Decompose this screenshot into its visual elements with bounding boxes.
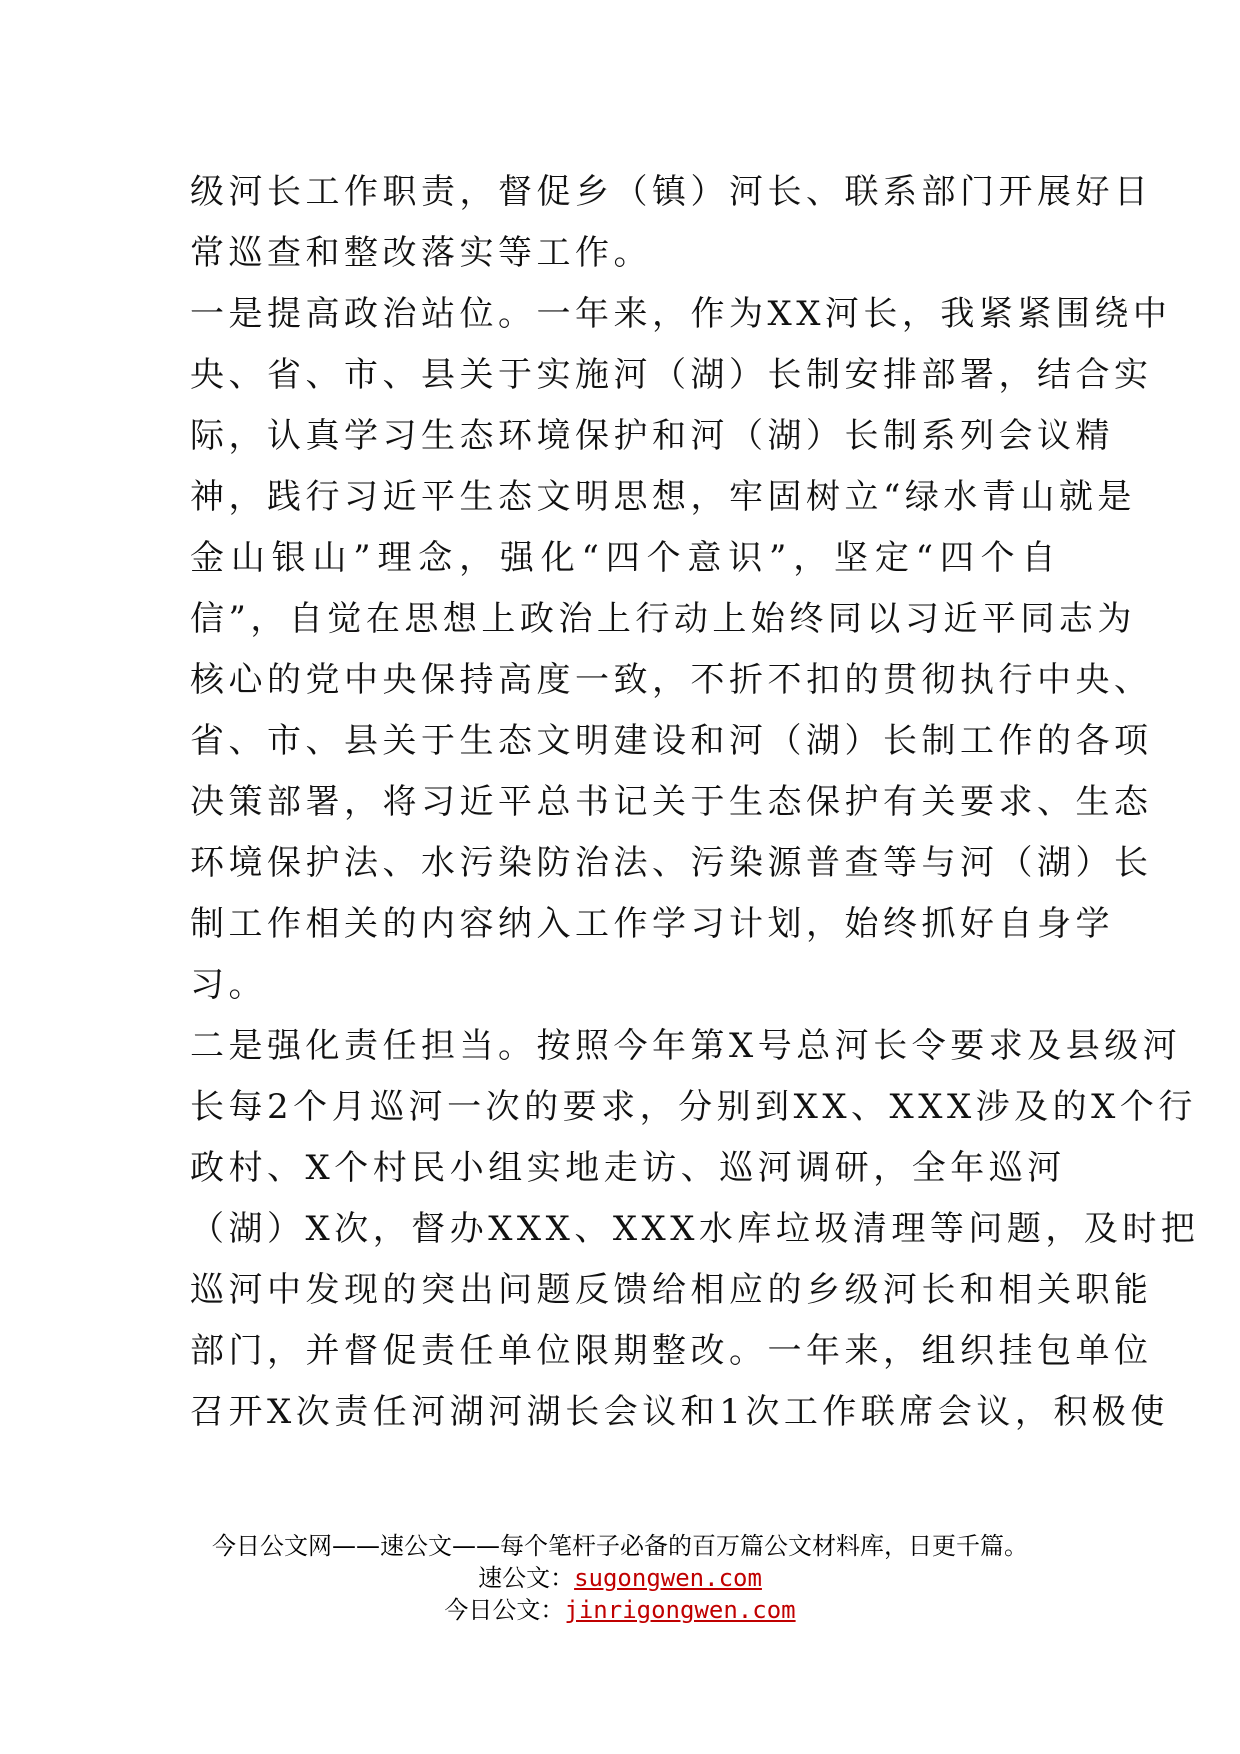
text-line: 制工作相关的内容纳入工作学习计划，始终抓好自身学 bbox=[190, 904, 1114, 944]
document-body bbox=[190, 162, 1200, 1443]
text-line: 部门，并督促责任单位限期整改。一年来，组织挂包单位 bbox=[190, 1331, 1153, 1371]
text-line: 环境保护法、水污染防治法、污染源普查等与河（湖）长 bbox=[190, 843, 1153, 883]
footer-slogan: 今日公文网——速公文——每个笔杆子必备的百万篇公文材料库，日更千篇。 bbox=[212, 1532, 1028, 1560]
footer-site-1 bbox=[0, 1562, 1240, 1594]
text-line: 神，践行习近平生态文明思想，牢固树立“绿水青山就是 bbox=[190, 477, 1136, 517]
text-line: 决策部署，将习近平总书记关于生态保护有关要求、生态 bbox=[190, 782, 1153, 822]
text-line: 级河长工作职责，督促乡（镇）河长、联系部门开展好日 bbox=[190, 172, 1153, 212]
text-line: 政村、X个村民小组实地走访、巡河调研，全年巡河 bbox=[190, 1148, 1066, 1188]
text-line: 召开X次责任河湖河湖长会议和1次工作联席会议，积极使 bbox=[190, 1392, 1169, 1432]
text-line: 央、省、市、县关于实施河（湖）长制安排部署，结合实 bbox=[190, 355, 1153, 395]
footer bbox=[0, 1530, 1240, 1626]
text-line: （湖）X次，督办XXX、XXX水库垃圾清理等问题，及时把 bbox=[190, 1209, 1200, 1249]
footer-site-1-link[interactable]: sugongwen.com bbox=[574, 1564, 762, 1592]
text-line: 金山银山”理念，强化“四个意识”，坚定“四个自 bbox=[190, 538, 1060, 578]
footer-site-2-link[interactable]: jinrigongwen.com bbox=[564, 1596, 796, 1624]
text-line: 一是提高政治站位。一年来，作为XX河长，我紧紧围绕中 bbox=[190, 294, 1172, 334]
footer-site-2 bbox=[0, 1594, 1240, 1626]
footer-site-1-label: 速公文： bbox=[478, 1564, 575, 1592]
text-line: 巡河中发现的突出问题反馈给相应的乡级河长和相关职能 bbox=[190, 1270, 1153, 1310]
text-line: 二是强化责任担当。按照今年第X号总河长令要求及县级河 bbox=[190, 1026, 1182, 1066]
footer-site-2-label: 今日公文： bbox=[444, 1596, 565, 1624]
text-line: 长每2个月巡河一次的要求，分别到XX、XXX涉及的X个行 bbox=[190, 1087, 1197, 1127]
text-line: 际，认真学习生态环境保护和河（湖）长制系列会议精 bbox=[190, 416, 1114, 456]
text-line: 习。 bbox=[190, 965, 267, 1005]
text-line: 信”，自觉在思想上政治上行动上始终同以习近平同志为 bbox=[190, 599, 1136, 639]
text-line: 核心的党中央保持高度一致，不折不扣的贯彻执行中央、 bbox=[190, 660, 1153, 700]
text-line: 常巡查和整改落实等工作。 bbox=[190, 233, 652, 273]
text-line: 省、市、县关于生态文明建设和河（湖）长制工作的各项 bbox=[190, 721, 1153, 761]
